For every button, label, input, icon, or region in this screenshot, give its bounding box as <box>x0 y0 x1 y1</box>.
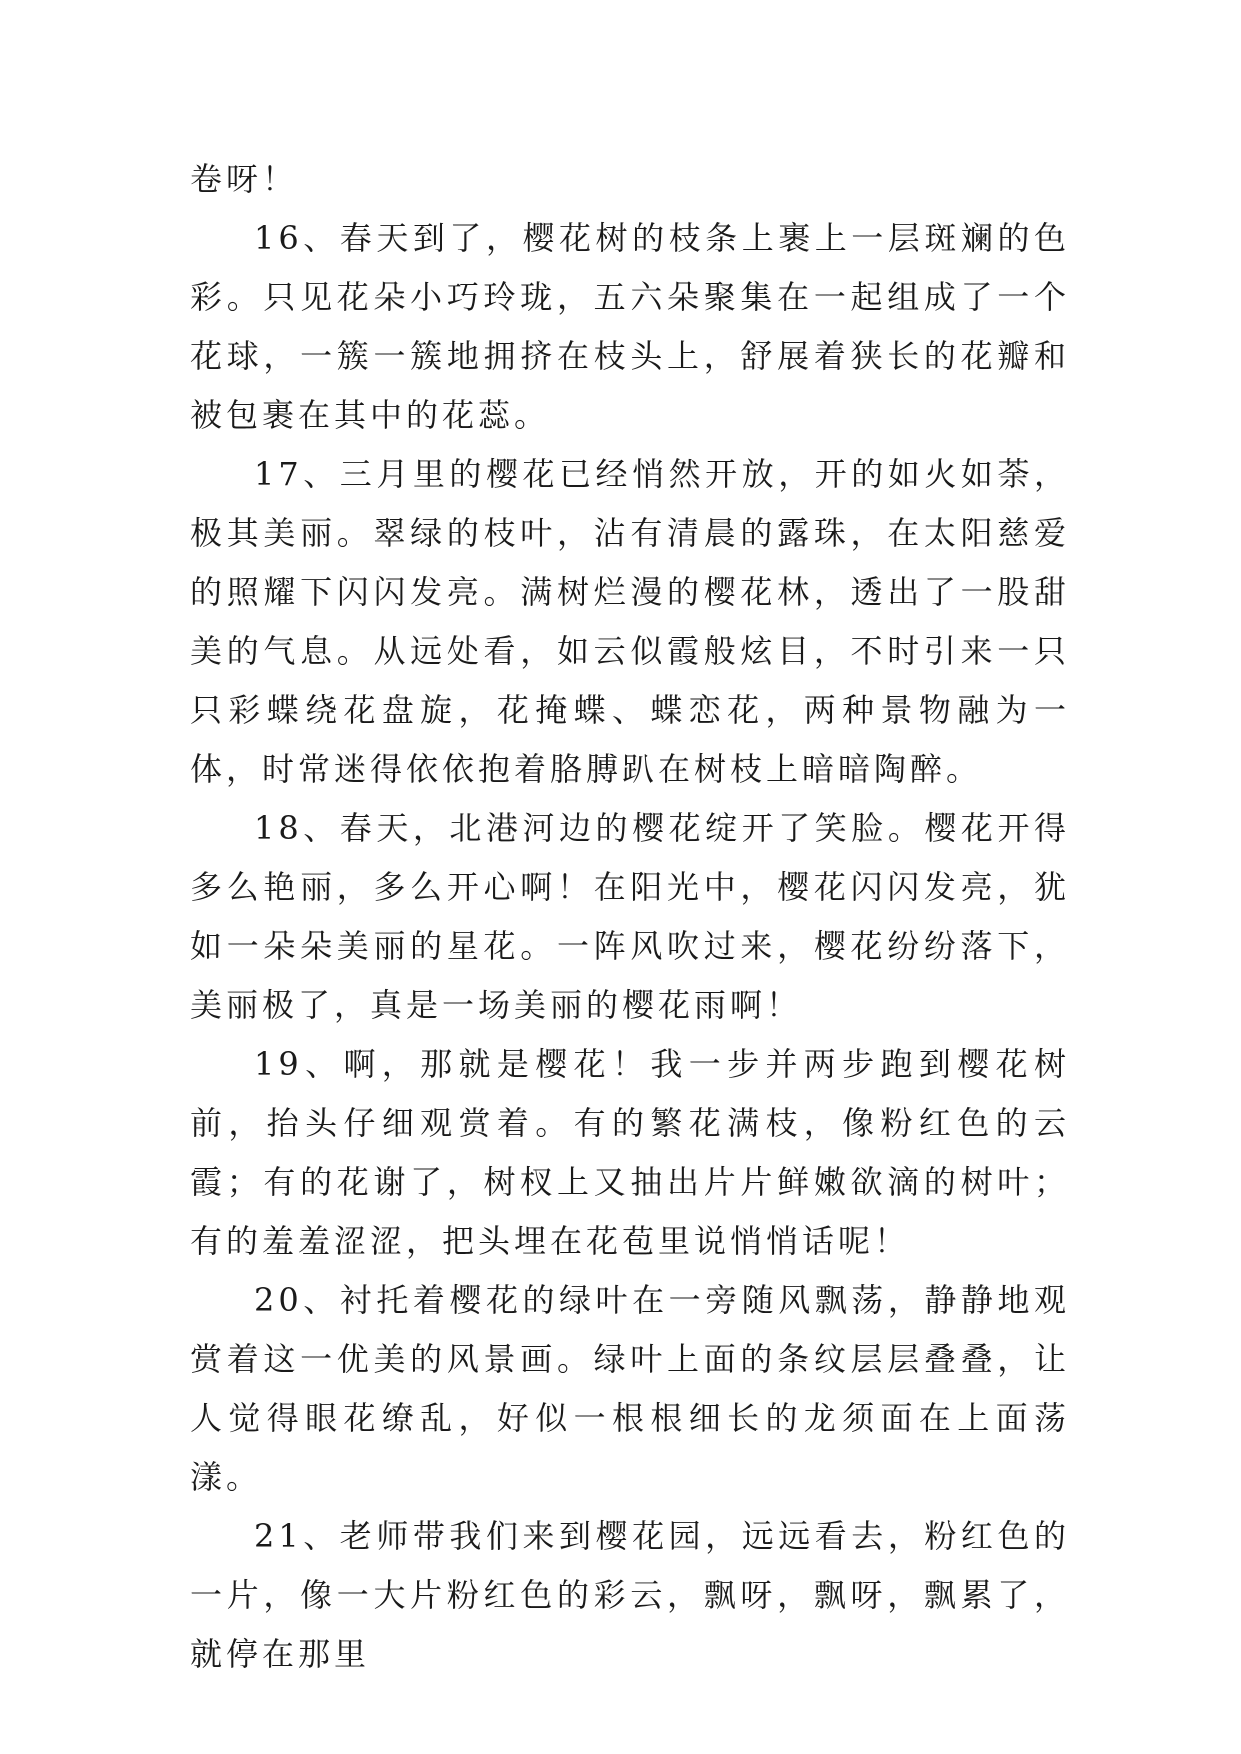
paragraph-item-19: 19、啊，那就是樱花！我一步并两步跑到樱花树前，抬头仔细观赏着。有的繁花满枝，像粉红色的云霞；有的花谢了，树杈上又抽出片片鲜嫩欲滴的树叶；有的羞羞涩涩，把头埋在花苞里说悄悄话呢！ <box>190 1045 1070 1260</box>
paragraph-item-17: 17、三月里的樱花已经悄然开放，开的如火如荼，极其美丽。翠绿的枝叶，沾有清晨的露珠，在太阳慈爱的照耀下闪闪发亮。满树烂漫的樱花林，透出了一股甜美的气息。从远处看，如云似霞般炫目，不时引来一只只彩蝶绕花盘旋，花掩蝶、蝶恋花，两种景物融为一体，时常迷得依依抱着胳膊趴在树枝上暗暗陶醉。 <box>190 455 1070 788</box>
paragraph-item-20: 20、衬托着樱花的绿叶在一旁随风飘荡，静静地观赏着这一优美的风景画。绿叶上面的条纹层层叠叠，让人觉得眼花缭乱，好似一根根细长的龙须面在上面荡漾。 <box>190 1281 1070 1496</box>
paragraph-item-21: 21、老师带我们来到樱花园，远远看去，粉红色的一片，像一大片粉红色的彩云，飘呀，飘呀，飘累了，就停在那里 <box>190 1517 1070 1673</box>
paragraph-continuation: 卷呀！ <box>190 160 299 198</box>
paragraph-item-16: 16、春天到了，樱花树的枝条上裹上一层斑斓的色彩。只见花朵小巧玲珑，五六朵聚集在一起组成了一个花球，一簇一簇地拥挤在枝头上，舒展着狭长的花瓣和被包裹在其中的花蕊。 <box>190 219 1070 434</box>
paragraph-item-18: 18、春天，北港河边的樱花绽开了笑脸。樱花开得多么艳丽，多么开心啊！在阳光中，樱花闪闪发亮，犹如一朵朵美丽的星花。一阵风吹过来，樱花纷纷落下，美丽极了，真是一场美丽的樱花雨啊！ <box>190 809 1070 1024</box>
document-body <box>190 150 1070 1684</box>
